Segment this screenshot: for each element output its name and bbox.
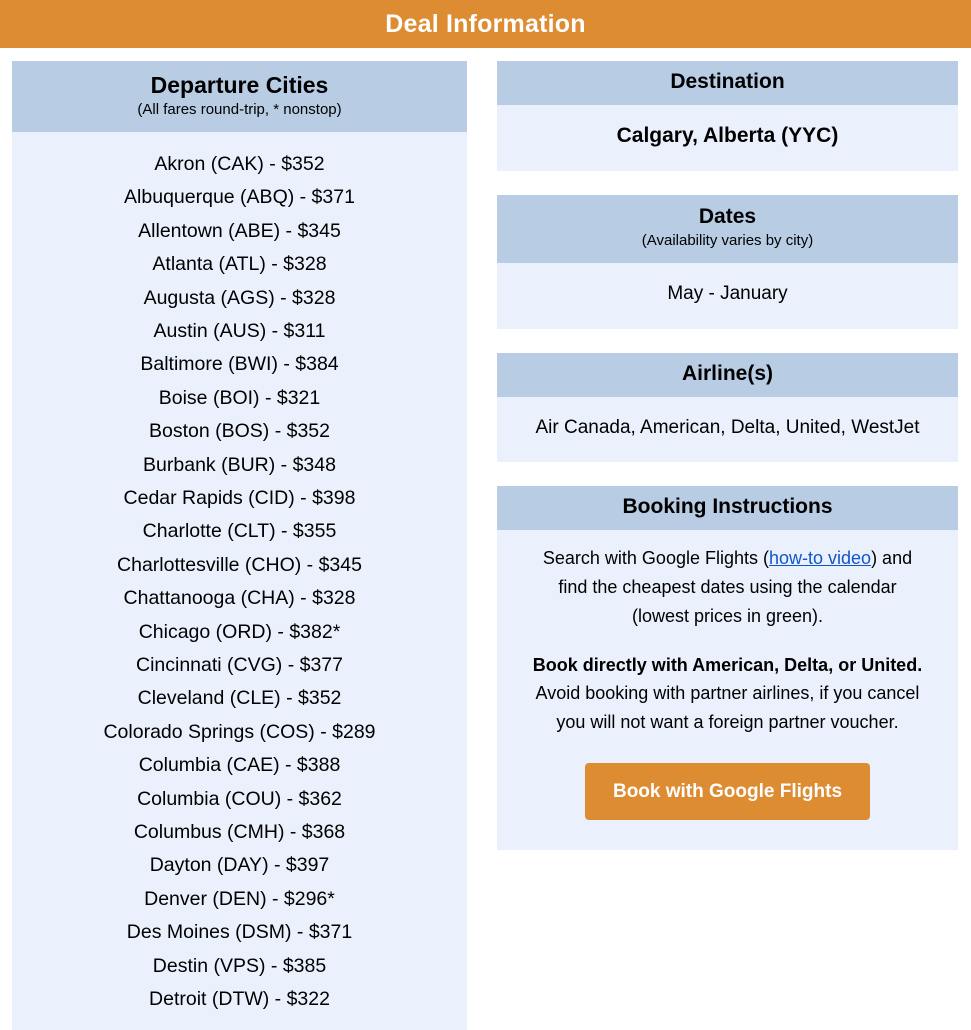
booking-emphasis: Book directly with American, Delta, or United. xyxy=(532,654,923,675)
book-with-google-flights-button[interactable]: Book with Google Flights xyxy=(585,763,870,820)
dates-subtitle: (Availability varies by city) xyxy=(641,231,814,249)
booking-instructions-title: Booking Instructions xyxy=(622,495,833,519)
departure-city-item: Baltimore (BWI) - $384 xyxy=(140,353,339,376)
destination-title: Destination xyxy=(670,70,785,93)
booking-paragraph-2-rest: Avoid booking with partner airlines, if you cancel you will not want a foreign partner voucher. xyxy=(535,683,920,733)
dates-title: Dates xyxy=(698,205,757,229)
departure-city-item: Charlottesville (CHO) - $345 xyxy=(117,553,362,576)
departure-city-item: Charlotte (CLT) - $355 xyxy=(142,520,337,543)
departure-city-item: Augusta (AGS) - $328 xyxy=(143,286,336,309)
departure-city-item: Boise (BOI) - $321 xyxy=(158,386,321,409)
booking-instructions-body xyxy=(497,530,958,850)
departure-city-item: Dayton (DAY) - $397 xyxy=(149,854,330,877)
departure-cities-panel xyxy=(12,61,467,1030)
departure-city-item: Cleveland (CLE) - $352 xyxy=(137,687,342,710)
airlines-header xyxy=(497,353,958,397)
page-banner xyxy=(0,0,971,48)
dates-header xyxy=(497,195,958,263)
departure-city-item: Chicago (ORD) - $382* xyxy=(138,620,341,643)
left-column xyxy=(12,61,467,1030)
departure-city-item: Columbia (COU) - $362 xyxy=(137,787,342,810)
departure-city-item: Atlanta (ATL) - $328 xyxy=(152,253,327,276)
departure-city-item: Denver (DEN) - $296* xyxy=(144,887,335,910)
airlines-panel xyxy=(497,353,958,462)
departure-city-item: Akron (CAK) - $352 xyxy=(154,152,325,175)
booking-text-after-link: ) and find the cheapest dates using the calendar (lowest prices in green). xyxy=(558,548,913,626)
dates-value: May - January xyxy=(667,282,788,304)
dates-panel xyxy=(497,195,958,329)
destination-header xyxy=(497,61,958,105)
departure-city-item: Des Moines (DSM) - $371 xyxy=(126,921,353,944)
departure-city-item: Cedar Rapids (CID) - $398 xyxy=(123,486,356,509)
departure-cities-subtitle: (All fares round-trip, * nonstop) xyxy=(137,101,342,119)
booking-instructions-panel xyxy=(497,486,958,850)
airlines-title: Airline(s) xyxy=(681,362,773,386)
page-title: Deal Information xyxy=(385,9,586,38)
destination-panel xyxy=(497,61,958,171)
departure-city-item: Boston (BOS) - $352 xyxy=(148,420,330,443)
booking-instructions-header xyxy=(497,486,958,530)
booking-paragraph-1 xyxy=(529,544,926,630)
departure-city-item: Colorado Springs (COS) - $289 xyxy=(103,720,376,743)
departure-city-item: Columbus (CMH) - $368 xyxy=(133,821,346,843)
content-columns xyxy=(0,48,971,1024)
departure-city-item: Allentown (ABE) - $345 xyxy=(138,219,341,242)
how-to-video-link[interactable]: how-to video xyxy=(769,548,872,569)
departure-city-item: Chattanooga (CHA) - $328 xyxy=(123,587,356,610)
departure-city-item: Columbia (CAE) - $388 xyxy=(138,754,341,777)
departure-cities-header xyxy=(12,61,467,132)
airlines-value: Air Canada, American, Delta, United, WestJet xyxy=(535,417,920,439)
departure-city-item: Cincinnati (CVG) - $377 xyxy=(136,653,343,676)
departure-city-item: Albuquerque (ABQ) - $371 xyxy=(124,186,355,209)
booking-paragraph-2 xyxy=(529,651,926,737)
right-column xyxy=(497,61,958,850)
booking-text-before-link: Search with Google Flights ( xyxy=(542,548,769,569)
cta-container xyxy=(529,737,926,828)
departure-city-item: Detroit (DTW) - $322 xyxy=(149,988,330,1011)
departure-city-item: Destin (VPS) - $385 xyxy=(152,954,327,977)
departure-cities-title: Departure Cities xyxy=(150,72,329,98)
departure-city-item: Austin (AUS) - $311 xyxy=(153,319,326,342)
departure-city-item: Burbank (BUR) - $348 xyxy=(143,453,336,476)
departure-cities-list xyxy=(12,132,467,1030)
destination-value: Calgary, Alberta (YYC) xyxy=(616,123,839,147)
